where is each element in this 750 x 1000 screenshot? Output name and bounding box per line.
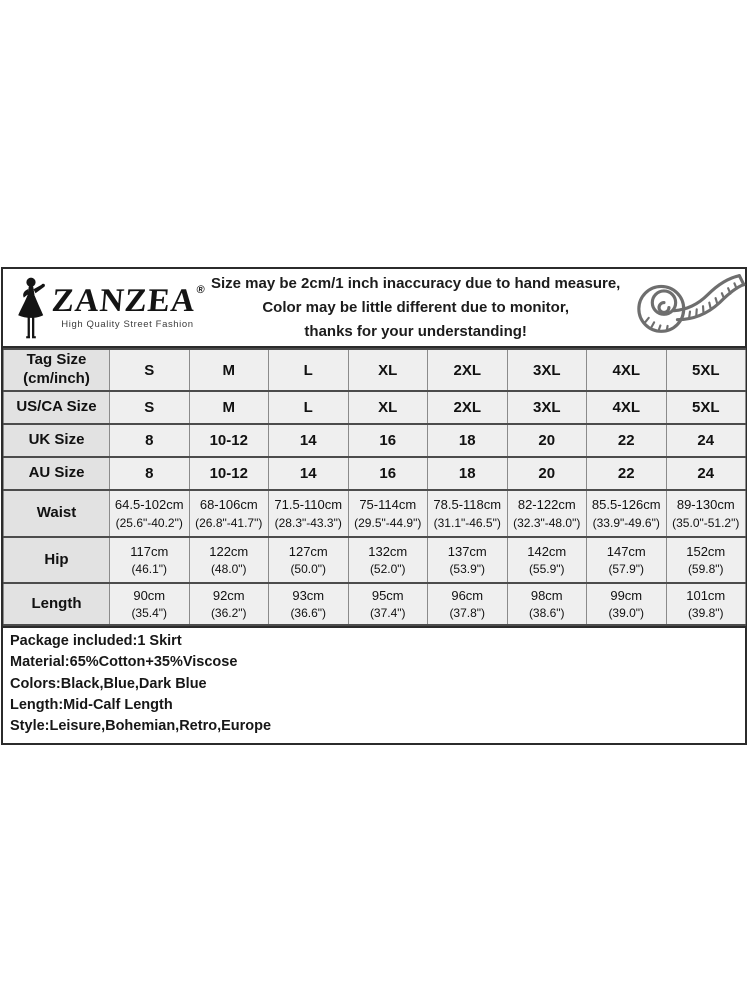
info-line: Length:Mid-Calf Length: [10, 696, 173, 713]
hip-value: [348, 537, 428, 583]
hip-inch: (59.8"): [687, 562, 724, 577]
hip-value: [110, 537, 190, 583]
waist-value: [189, 490, 269, 537]
waist-cm: 78.5-118cm: [433, 497, 502, 513]
uk-size-value: 22: [587, 424, 667, 457]
length-value: [666, 583, 746, 625]
row-label-line: Tag Size: [26, 351, 87, 369]
usca-size-value: S: [110, 391, 190, 424]
usca-size-value: L: [269, 391, 349, 424]
table-row-waist: [4, 490, 746, 537]
au-size-value: 8: [110, 457, 190, 490]
waist-value: [587, 490, 667, 537]
waist-inch: (32.3"-48.0"): [513, 515, 581, 530]
row-label-length: Length: [4, 583, 110, 625]
table-row-au-size: [4, 457, 746, 490]
length-value: [348, 583, 428, 625]
au-size-value: 16: [348, 457, 428, 490]
waist-inch: (33.9"-49.6"): [592, 515, 660, 530]
au-size-value: 14: [269, 457, 349, 490]
waist-cm: 85.5-126cm: [591, 497, 661, 513]
hip-cm: 122cm: [209, 543, 249, 559]
hip-inch: (53.9"): [449, 562, 486, 577]
hip-cm: 117cm: [130, 543, 169, 559]
hip-inch: (52.0"): [369, 562, 406, 577]
usca-size-value: M: [189, 391, 269, 424]
row-label-hip: Hip: [4, 537, 110, 583]
length-cm: 93cm: [292, 587, 325, 603]
au-size-value: 22: [587, 457, 667, 490]
tag-size-value: XL: [348, 349, 428, 391]
table-row-length: [4, 583, 746, 625]
au-size-value: 10-12: [189, 457, 269, 490]
length-cm: 96cm: [451, 587, 484, 603]
length-value: [428, 583, 508, 625]
info-line: Colors:Black,Blue,Dark Blue: [10, 675, 207, 692]
usca-size-value: 3XL: [507, 391, 587, 424]
length-inch: (37.8"): [449, 606, 486, 621]
uk-size-value: 8: [110, 424, 190, 457]
hip-value: [189, 537, 269, 583]
waist-inch: (29.5"-44.9"): [354, 515, 422, 530]
hip-value: [428, 537, 508, 583]
tag-size-value: 5XL: [666, 349, 746, 391]
waist-value: [110, 490, 190, 537]
waist-cm: 64.5-102cm: [114, 497, 184, 513]
row-label-uk-size: UK Size: [4, 424, 110, 457]
tag-size-value: L: [269, 349, 349, 391]
length-value: [587, 583, 667, 625]
length-cm: 92cm: [212, 587, 245, 603]
row-label-tag-size: [4, 349, 110, 391]
hip-cm: 132cm: [368, 543, 408, 559]
uk-size-value: 24: [666, 424, 746, 457]
measuring-tape-icon: [620, 273, 750, 343]
woman-silhouette-icon: [11, 277, 49, 339]
length-inch: (35.4"): [131, 606, 168, 621]
hip-cm: 147cm: [606, 543, 646, 559]
disclaimer-line: Size may be 2cm/1 inch inaccuracy due to hand measure,: [211, 274, 621, 292]
info-line: Style:Leisure,Bohemian,Retro,Europe: [10, 718, 272, 735]
info-line: Package included:1 Skirt: [10, 633, 182, 649]
disclaimer-line: Color may be little different due to monitor,: [262, 298, 570, 316]
waist-inch: (28.3"-43.3"): [274, 515, 342, 530]
length-cm: 95cm: [371, 587, 404, 603]
hip-inch: (55.9"): [528, 562, 565, 577]
length-inch: (36.2"): [210, 606, 247, 621]
usca-size-value: 5XL: [666, 391, 746, 424]
length-inch: (36.6"): [290, 606, 327, 621]
au-size-value: 20: [507, 457, 587, 490]
brand-tagline: High Quality Street Fashion: [61, 319, 194, 330]
tag-size-value: S: [110, 349, 190, 391]
brand-name: ZANZEA: [50, 283, 197, 319]
hip-inch: (57.9"): [608, 562, 645, 577]
uk-size-value: 14: [269, 424, 349, 457]
uk-size-value: 10-12: [189, 424, 269, 457]
brand-wordmark: [52, 285, 204, 330]
length-cm: 90cm: [133, 587, 166, 603]
disclaimer-line: thanks for your understanding!: [304, 322, 527, 340]
waist-value: [666, 490, 746, 537]
uk-size-value: 20: [507, 424, 587, 457]
length-value: [110, 583, 190, 625]
hip-value: [666, 537, 746, 583]
waist-cm: 89-130cm: [676, 497, 735, 513]
row-label-line: (cm/inch): [23, 370, 90, 387]
tag-size-value: M: [189, 349, 269, 391]
size-disclaimer: [211, 272, 620, 344]
table-row-tag-size: [4, 349, 746, 391]
waist-inch: (26.8"-41.7"): [195, 515, 263, 530]
length-cm: 98cm: [530, 587, 563, 603]
header-band: [3, 269, 745, 348]
registered-mark: ®: [195, 284, 205, 296]
hip-inch: (48.0"): [210, 562, 247, 577]
length-value: [269, 583, 349, 625]
waist-inch: (25.6"-40.2"): [115, 515, 183, 530]
uk-size-value: 18: [428, 424, 508, 457]
uk-size-value: 16: [348, 424, 428, 457]
product-info-box: [3, 626, 745, 743]
hip-value: [507, 537, 587, 583]
usca-size-value: XL: [348, 391, 428, 424]
waist-value: [348, 490, 428, 537]
hip-cm: 142cm: [527, 543, 567, 559]
usca-size-value: 4XL: [587, 391, 667, 424]
hip-value: [587, 537, 667, 583]
brand-logo: [3, 277, 211, 339]
hip-cm: 127cm: [288, 543, 328, 559]
length-value: [189, 583, 269, 625]
hip-cm: 152cm: [686, 543, 726, 559]
hip-inch: (46.1"): [131, 562, 168, 577]
hip-inch: (50.0"): [290, 562, 327, 577]
waist-cm: 82-122cm: [517, 497, 576, 513]
waist-inch: (35.0"-51.2"): [672, 515, 740, 530]
length-cm: 99cm: [610, 587, 643, 603]
waist-inch: (31.1"-46.5"): [433, 515, 501, 530]
length-value: [507, 583, 587, 625]
row-label-waist: Waist: [4, 490, 110, 537]
row-label-au-size: AU Size: [4, 457, 110, 490]
waist-cm: 75-114cm: [359, 497, 417, 513]
usca-size-value: 2XL: [428, 391, 508, 424]
size-chart-sheet: [1, 267, 747, 745]
tag-size-value: 4XL: [587, 349, 667, 391]
hip-value: [269, 537, 349, 583]
waist-cm: 71.5-110cm: [274, 497, 343, 513]
table-row-usca-size: [4, 391, 746, 424]
table-row-uk-size: [4, 424, 746, 457]
length-inch: (39.0"): [608, 606, 645, 621]
tag-size-value: 3XL: [507, 349, 587, 391]
length-inch: (38.6"): [528, 606, 565, 621]
row-label-usca-size: US/CA Size: [4, 391, 110, 424]
tag-size-value: 2XL: [428, 349, 508, 391]
au-size-value: 24: [666, 457, 746, 490]
waist-value: [269, 490, 349, 537]
length-inch: (37.4"): [369, 606, 406, 621]
info-line: Material:65%Cotton+35%Viscose: [10, 654, 238, 671]
length-inch: (39.8"): [687, 606, 724, 621]
waist-cm: 68-106cm: [199, 497, 258, 513]
length-cm: 101cm: [686, 587, 726, 603]
au-size-value: 18: [428, 457, 508, 490]
waist-value: [428, 490, 508, 537]
hip-cm: 137cm: [447, 543, 487, 559]
table-row-hip: [4, 537, 746, 583]
waist-value: [507, 490, 587, 537]
size-table: [3, 348, 746, 626]
